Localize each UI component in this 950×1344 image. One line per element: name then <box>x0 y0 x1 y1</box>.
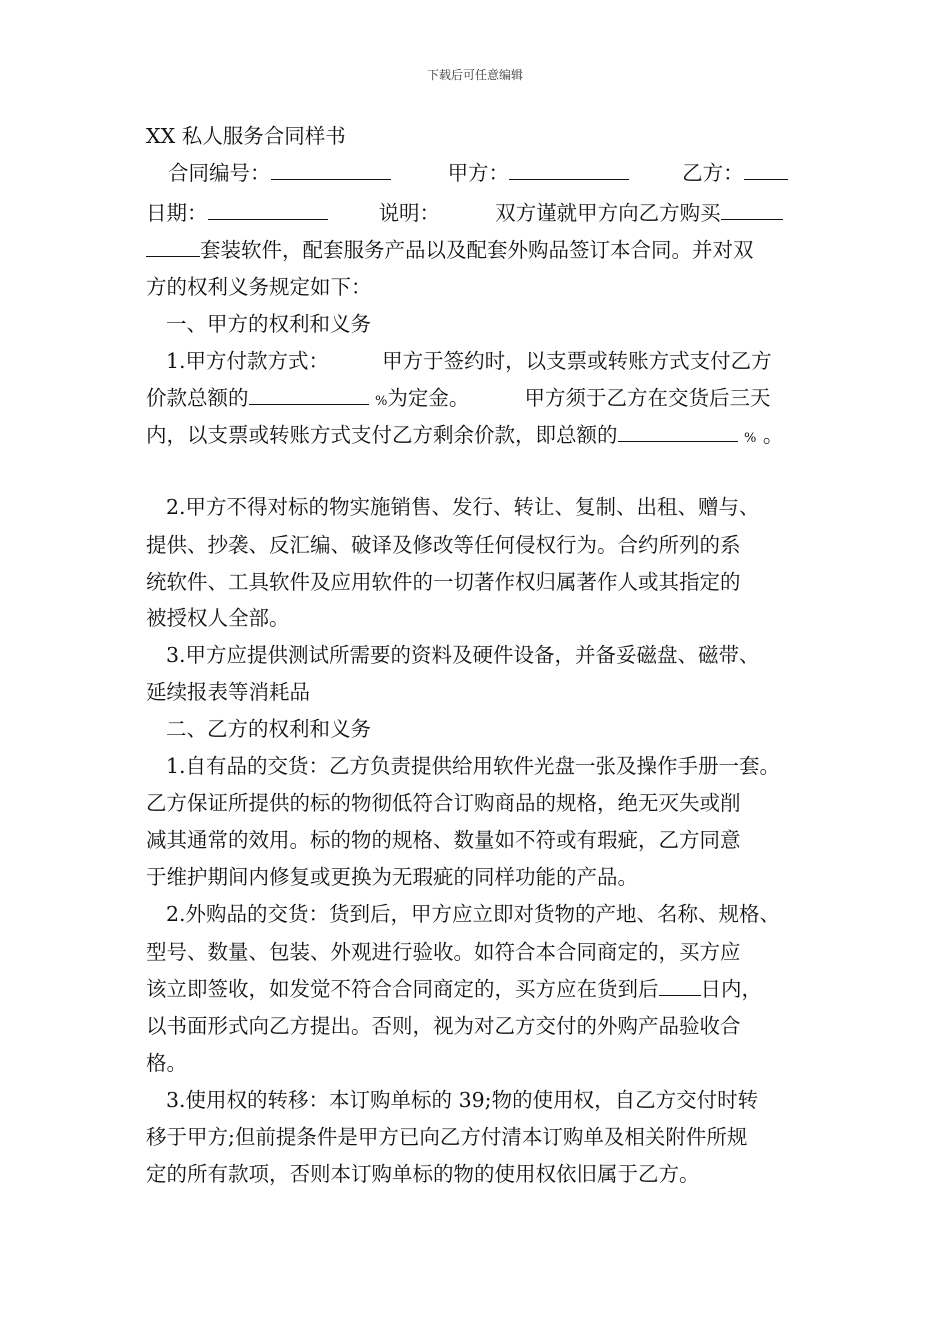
s2-p3-line-2: 移于甲方;但前提条件是甲方已向乙方付清本订购单及相关附件所规 <box>146 1125 748 1149</box>
balance-percent-blank[interactable] <box>618 423 738 442</box>
contract-no-label: 合同编号： <box>168 161 271 185</box>
s2-p3-line-1: 3.使用权的转移：本订购单标的 39;物的使用权，自乙方交付时转 <box>166 1088 759 1112</box>
s2-p1-line-3: 减其通常的效用。标的物的规格、数量如不符或有瑕疵，乙方同意 <box>146 828 741 852</box>
inspection-text: 该立即签收，如发觉不符合合同商定的，买方应在货到后 <box>146 977 659 1001</box>
s2-p2-line-5: 格。 <box>146 1051 187 1075</box>
section-2-heading: 二、乙方的权利和义务 <box>166 717 371 741</box>
s2-p2-line-2: 型号、数量、包装、外观进行验收。如符合本合同商定的，买方应 <box>146 940 741 964</box>
s2-p2-line-4: 以书面形式向乙方提出。否则，视为对乙方交付的外购产品验收合 <box>146 1014 741 1038</box>
deposit-suffix: 为定金。 <box>387 386 470 410</box>
days-blank[interactable] <box>659 977 701 996</box>
intro-line-4: 方的权利义务规定如下： <box>146 275 372 299</box>
balance-text: 内，以支票或转账方式支付乙方剩余价款，即总额的 <box>146 423 618 447</box>
contract-info-line <box>168 160 788 186</box>
s2-p2-line-3 <box>146 976 762 1002</box>
s2-p2-line-1: 2.外购品的交货：货到后，甲方应立即对货物的产地、名称、规格、 <box>166 902 781 926</box>
deposit-text: 价款总额的 <box>146 386 249 410</box>
intro-line-3 <box>146 237 754 263</box>
s1-p1-line-2 <box>146 385 770 415</box>
payment-method-text: 甲方于签约时，以支票或转账方式支付乙方 <box>382 349 772 373</box>
s1-p3-line-2: 延续报表等消耗品 <box>146 680 310 704</box>
software-name-blank[interactable] <box>721 201 783 220</box>
s1-p3-line-1: 3.甲方应提供测试所需要的资料及硬件设备，并备妥磁盘、磁带、 <box>166 643 760 667</box>
s2-p1-line-1: 1.自有品的交货：乙方负责提供给用软件光盘一张及操作手册一套。 <box>166 754 781 778</box>
software-name-blank-cont[interactable] <box>146 238 200 257</box>
note-text: 双方谨就甲方向乙方购买 <box>495 201 721 225</box>
s1-p1-line-3 <box>146 422 783 452</box>
date-label: 日期： <box>146 201 208 225</box>
party-b-blank[interactable] <box>744 161 788 180</box>
intro-text: 套装软件，配套服务产品以及配套外购品签订本合同。并对双 <box>200 238 754 262</box>
party-a-blank[interactable] <box>509 161 629 180</box>
end-mark: 。 <box>762 423 784 447</box>
s1-p2-line-4: 被授权人全部。 <box>146 606 290 630</box>
s1-p2-line-1: 2.甲方不得对标的物实施销售、发行、转让、复制、出租、赠与、 <box>166 495 760 519</box>
s1-p1-line-1 <box>166 348 772 374</box>
s1-p2-line-3: 统软件、工具软件及应用软件的一切著作权归属著作人或其指定的 <box>146 570 741 594</box>
s2-p3-line-3: 定的所有款项，否则本订购单标的物的使用权依旧属于乙方。 <box>146 1162 700 1186</box>
date-line <box>146 200 783 226</box>
date-blank[interactable] <box>208 201 328 220</box>
document-title: XX 私人服务合同样书 <box>146 124 346 148</box>
remaining-text: 甲方须于乙方在交货后三天 <box>524 386 771 410</box>
note-label: 说明： <box>378 201 441 225</box>
percent-sign: % <box>375 394 388 409</box>
deposit-percent-blank[interactable] <box>249 386 369 405</box>
days-suffix: 日内， <box>700 977 762 1001</box>
percent-sign: % <box>744 431 757 446</box>
party-b-label: 乙方： <box>682 161 744 185</box>
s2-p1-line-4: 于维护期间内修复或更换为无瑕疵的同样功能的产品。 <box>146 865 638 889</box>
page-header-note: 下载后可任意编辑 <box>426 68 523 82</box>
s2-p1-line-2: 乙方保证所提供的标的物彻低符合订购商品的规格，绝无灭失或削 <box>146 791 741 815</box>
contract-no-blank[interactable] <box>271 161 391 180</box>
section-1-heading: 一、甲方的权利和义务 <box>166 312 371 336</box>
party-a-label: 甲方： <box>447 161 510 185</box>
payment-method-label: 1.甲方付款方式： <box>166 349 330 373</box>
s1-p2-line-2: 提供、抄袭、反汇编、破译及修改等任何侵权行为。合约所列的系 <box>146 533 741 557</box>
